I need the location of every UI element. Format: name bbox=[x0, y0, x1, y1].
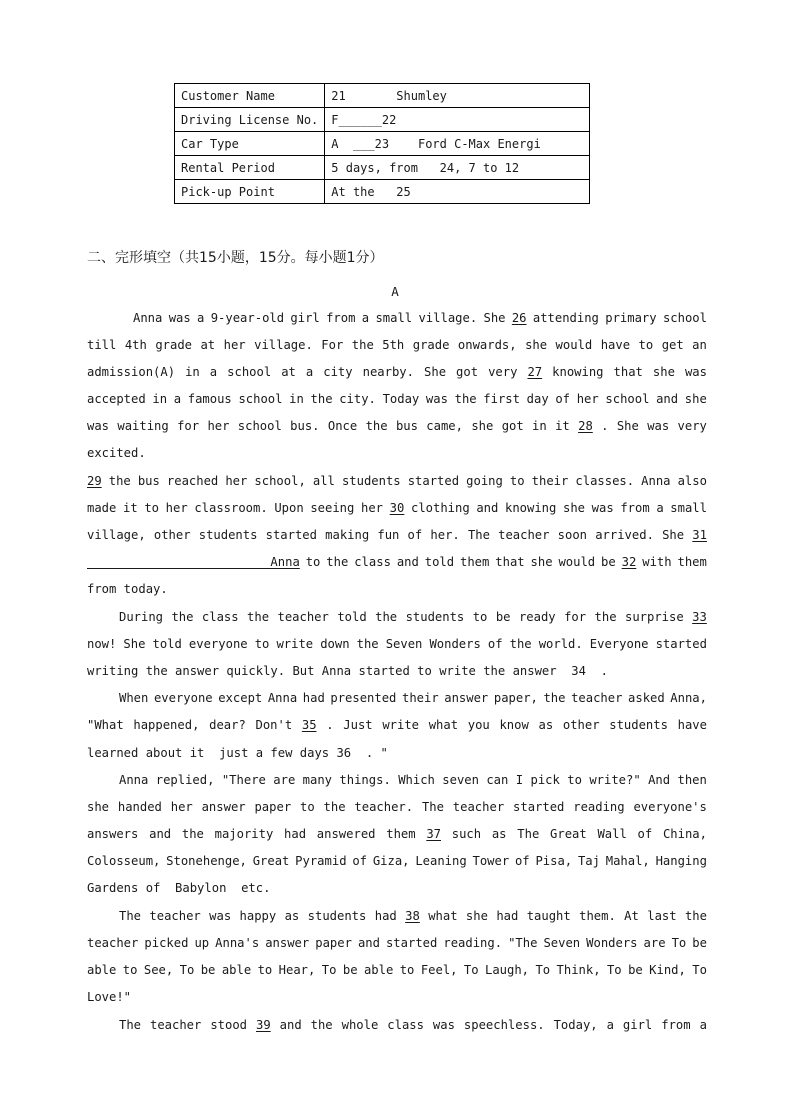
passage-line: Anna was a 9-year-old girl from a small village. She 26 attending primary school bbox=[133, 311, 707, 325]
table-row bbox=[175, 132, 590, 156]
rental-info-table bbox=[174, 83, 590, 204]
table-value: 5 days, from 24, 7 to 12 bbox=[325, 156, 590, 180]
passage-line: made it to her classroom. Upon seeing her 30 clothing and knowing she was from a small bbox=[87, 501, 707, 515]
passage-line: from today. bbox=[87, 582, 168, 596]
table-row bbox=[175, 156, 590, 180]
passage-line: able to See, To be able to Hear, To be able to Feel, To Laugh, To Think, To be Kind, To bbox=[87, 963, 707, 977]
passage-line: admission(A) in a school at a city nearby. She got very 27 knowing that she was bbox=[87, 365, 707, 379]
passage-line: Colosseum, Stonehenge, Great Pyramid of Giza, Leaning Tower of Pisa, Taj Mahal, Hanging bbox=[87, 854, 707, 868]
passage-line: The teacher stood 39 and the whole class was speechless. Today, a girl from a bbox=[119, 1018, 707, 1032]
passage-line: writing the answer quickly. But Anna started to write the answer 34 . bbox=[87, 664, 608, 678]
passage-line: learned about it just a few days 36 . " bbox=[87, 746, 388, 760]
passage-line: answers and the majority had answered them 37 such as The Great Wall of China, bbox=[87, 827, 707, 841]
table-value: At the 25 bbox=[325, 180, 590, 204]
passage-line: "What happened, dear? Don't 35 . Just write what you know as other students have bbox=[87, 718, 707, 732]
table-value: F______22 bbox=[325, 108, 590, 132]
table-label: Car Type bbox=[175, 132, 325, 156]
passage-line: teacher picked up Anna's answer paper and started reading. "The Seven Wonders are To be bbox=[87, 936, 707, 950]
passage-line: Love!" bbox=[87, 990, 132, 1004]
passage-line: she handed her answer paper to the teacher. The teacher started reading everyone's bbox=[87, 800, 707, 814]
section-heading: 二、完形填空（共15小题，15分。每小题1分） bbox=[87, 250, 384, 266]
passage-line: till 4th grade at her village. For the 5th grade onwards, she would have to get an bbox=[87, 338, 707, 352]
passage-line: During the class the teacher told the students to be ready for the surprise 33 bbox=[119, 610, 707, 624]
passage-letter: A bbox=[391, 284, 399, 299]
table-label: Driving License No. bbox=[175, 108, 325, 132]
passage-line: village, other students started making fun of her. The teacher soon arrived. She 31 bbox=[87, 528, 707, 542]
table-row bbox=[175, 180, 590, 204]
passage-line: Gardens of Babylon etc. bbox=[87, 881, 271, 895]
passage-line: Anna replied, "There are many things. Which seven can I pick to write?" And then bbox=[119, 773, 707, 787]
passage-line: When everyone except Anna had presented their answer paper, the teacher asked Anna, bbox=[119, 691, 707, 705]
table-value: A ___23 Ford C-Max Energi bbox=[325, 132, 590, 156]
passage-line: _________________________Anna to the class and told them that she would be 32 with them bbox=[87, 555, 707, 569]
passage-line: excited. bbox=[87, 446, 146, 460]
table-value: 21 Shumley bbox=[325, 84, 590, 108]
table-row bbox=[175, 108, 590, 132]
passage-line: accepted in a famous school in the city. Today was the first day of her school and she bbox=[87, 392, 707, 406]
table-label: Pick-up Point bbox=[175, 180, 325, 204]
table-row bbox=[175, 84, 590, 108]
passage-line: now! She told everyone to write down the Seven Wonders of the world. Everyone started bbox=[87, 637, 707, 651]
passage-line: was waiting for her school bus. Once the bus came, she got in it 28 . She was very bbox=[87, 419, 707, 433]
table-label: Customer Name bbox=[175, 84, 325, 108]
table-label: Rental Period bbox=[175, 156, 325, 180]
passage-line: The teacher was happy as students had 38 what she had taught them. At last the bbox=[119, 909, 707, 923]
passage-line: 29 the bus reached her school, all students started going to their classes. Anna also bbox=[87, 474, 707, 488]
